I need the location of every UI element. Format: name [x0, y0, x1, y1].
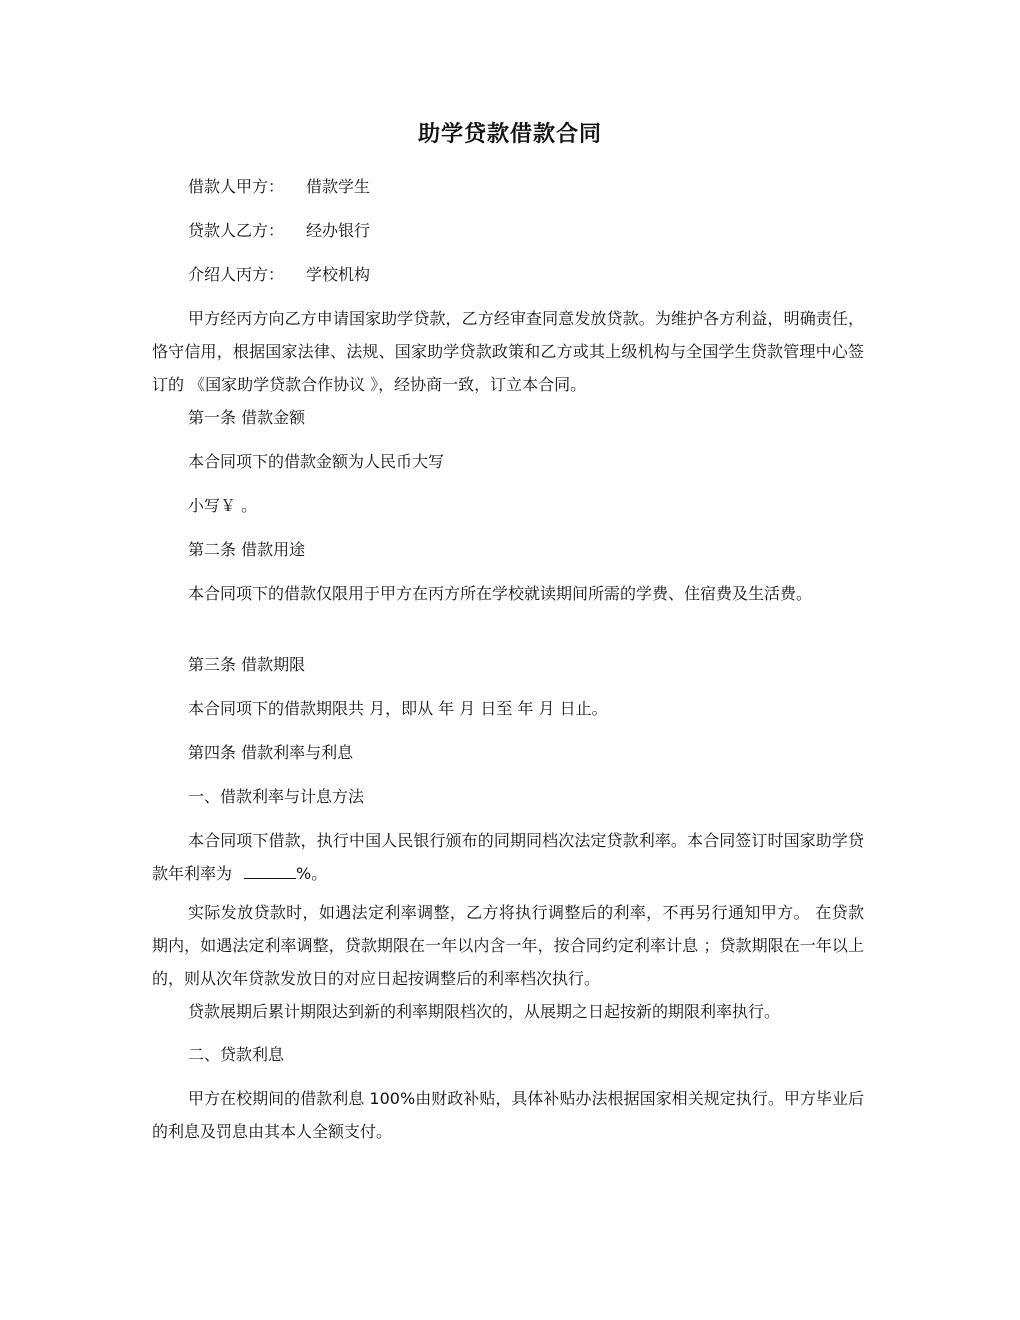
interest-rate-text: 本合同项下借款，执行中国人民银行颁布的同期同档次法定贷款利率。本合同签订时国家助学贷款年利率为 [152, 831, 864, 883]
article2-paragraph: 本合同项下的借款仅限用于甲方在丙方所在学校就读期间所需的学费、住宿费及生活费。 [188, 584, 813, 603]
document-title: 助学贷款借款合同 [417, 122, 602, 147]
article4-heading: 第四条 借款利率与利息 [188, 743, 354, 762]
party-lender-value: 经办银行 [306, 221, 371, 240]
party-lender [188, 220, 370, 242]
rate-adjustment-paragraph: 实际发放贷款时，如遇法定利率调整，乙方将执行调整后的利率，不再另行通知甲方。 在贷款期内，如遇法定利率调整，贷款期限在一年以内含一年，按合同约定利率计息 ；贷款期限在一年以上的，则从次年贷款发放日的对应日起按调整后的利率档次执行。 [152, 903, 864, 988]
article1-heading: 第一条 借款金额 [188, 408, 306, 427]
party-lender-label: 贷款人乙方： [188, 221, 285, 240]
article3-term: 本合同项下的借款期限共 月，即从 年 月 日至 年 月 日止。 [188, 699, 608, 718]
extension-paragraph: 贷款展期后累计期限达到新的利率期限档次的，从展期之日起按新的期限利率执行。 [188, 1002, 781, 1021]
loan-interest-paragraph: 甲方在校期间的借款利息 100%由财政补贴，具体补贴办法根据国家相关规定执行。甲方毕业后的利息及罚息由其本人全额支付。 [152, 1089, 864, 1141]
interest-rate-paragraph [152, 824, 864, 890]
article1-amount-words: 本合同项下的借款金额为人民币大写 [188, 452, 445, 471]
party-borrower [188, 176, 370, 198]
article2-heading: 第二条 借款用途 [188, 540, 306, 559]
interest-rate-suffix: %。 [296, 864, 328, 883]
preamble-paragraph: 甲方经丙方向乙方申请国家助学贷款，乙方经审查同意发放贷款。为维护各方利益，明确责任，恪守信用，根据国家法律、法规、国家助学贷款政策和乙方或其上级机构与全国学生贷款管理中心签订的 《国家助学贷款合作协议 》，经协商一致，订立本合同。 [152, 309, 864, 394]
article1-amount-figures: 小写￥ 。 [188, 496, 258, 515]
party-introducer-value: 学校机构 [306, 265, 371, 284]
party-borrower-label: 借款人甲方： [188, 177, 285, 196]
party-introducer [188, 264, 370, 286]
party-introducer-label: 介绍人丙方： [188, 265, 285, 284]
party-borrower-value: 借款学生 [306, 177, 371, 196]
interest-rate-blank [244, 864, 296, 879]
article4-section2-heading: 二、贷款利息 [188, 1045, 285, 1064]
article3-heading: 第三条 借款期限 [188, 655, 306, 674]
article4-section1-heading: 一、借款利率与计息方法 [188, 787, 365, 806]
